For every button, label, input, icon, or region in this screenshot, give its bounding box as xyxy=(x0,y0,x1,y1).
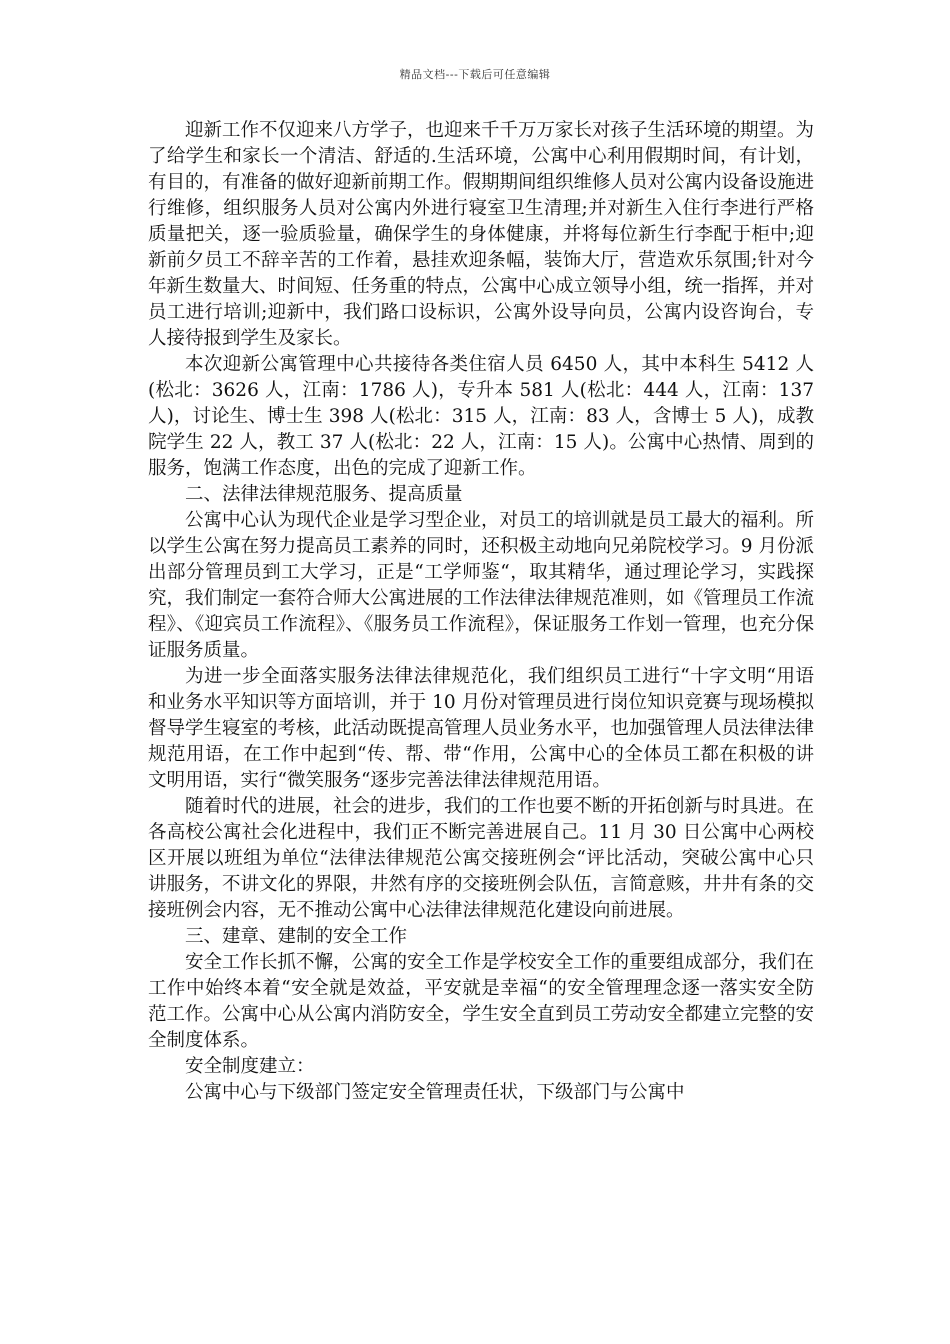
paragraph-safety-responsibility: 公寓中心与下级部门签定安全管理责任状，下级部门与公寓中 xyxy=(185,1082,685,1103)
document-body xyxy=(148,118,814,1106)
section-heading-3: 三、建章、建制的安全工作 xyxy=(185,926,408,947)
paragraph-service-standardization: 为进一步全面落实服务法律法律规范化，我们组织员工进行“十字文明“用语和业务水平知识等方面培训，并于 10 月份对管理员进行岗位知识竞赛与现场模拟督导学生寝室的考核，此活动既提高管理人员业务水平，也加强管理人员法律法律规范用语，在工作中起到“传、帮、带“作用，公寓中心的全体员工都在积极的讲文明用语，实行“微笑服务“逐步完善法律法律规范用语。 xyxy=(148,666,815,791)
paragraph-welcome-work: 迎新工作不仅迎来八方学子，也迎来千千万万家长对孩子生活环境的期望。为了给学生和家长一个清洁、舒适的.生活环境，公寓中心利用假期时间，有计划，有目的，有准备的做好迎新前期工作。假期期间组织维修人员对公寓内设备设施进行维修，组织服务人员对公寓内外进行寝室卫生清理;并对新生入住行李进行严格质量把关，逐一验质验量，确保学生的身体健康，并将每位新生行李配于柜中;迎新前夕员工不辞辛苦的工作着，悬挂欢迎条幅，装饰大厅，营造欢乐氛围;针对今年新生数量大、时间短、任务重的特点，公寓中心成立领导小组，统一指挥，并对员工进行培训;迎新中，我们路口设标识，公寓外设导向员，公寓内设咨询台，专人接待报到学生及家长。 xyxy=(148,120,815,349)
section-heading-2: 二、法律法律规范服务、提高质量 xyxy=(185,484,463,505)
paragraph-innovation: 随着时代的进展，社会的进步，我们的工作也要不断的开拓创新与时具进。在各高校公寓社会化进程中，我们正不断完善进展自己。11 月 30 日公寓中心两校区开展以班组为单位“法律法律规范公寓交接班例会“评比活动，突破公寓中心只讲服务，不讲文化的界限，井然有序的交接班例会队伍，言简意赅，井井有条的交接班例会内容，无不推动公寓中心法律法律规范化建设向前进展。 xyxy=(148,796,815,921)
subheading-safety-system: 安全制度建立： xyxy=(185,1056,315,1077)
paragraph-safety-work: 安全工作长抓不懈，公寓的安全工作是学校安全工作的重要组成部分，我们在工作中始终本着“安全就是效益，平安就是幸福“的安全管理理念逐一落实安全防范工作。公寓中心从公寓内消防安全，学生安全直到员工劳动安全都建立完整的安全制度体系。 xyxy=(148,952,815,1051)
paragraph-staff-training: 公寓中心认为现代企业是学习型企业，对员工的培训就是员工最大的福利。所以学生公寓在努力提高员工素养的同时，还积极主动地向兄弟院校学习。9 月份派出部分管理员到工大学习，正是“工学师鉴“，取其精华，通过理论学习，实践探究，我们制定一套符合师大公寓进展的工作法律法律规范准则，如《管理员工作流程》、《迎宾员工作流程》、《服务员工作流程》，保证服务工作划一管理，也充分保证服务质量。 xyxy=(148,510,815,661)
page-header: 精品文档---下载后可任意编辑 xyxy=(399,68,551,81)
paragraph-reception-statistics: 本次迎新公寓管理中心共接待各类住宿人员 6450 人，其中本科生 5412 人(松北：3626 人，江南：1786 人)，专升本 581 人(松北：444 人，江南：137 人)，讨论生、博士生 398 人(松北：315 人，江南：83 人，含博士 5 人)，成教院学生 22 人，教工 37 人(松北：22 人，江南：15 人)。公寓中心热情、周到的服务，饱满工作态度，出色的完成了迎新工作。 xyxy=(148,354,814,479)
